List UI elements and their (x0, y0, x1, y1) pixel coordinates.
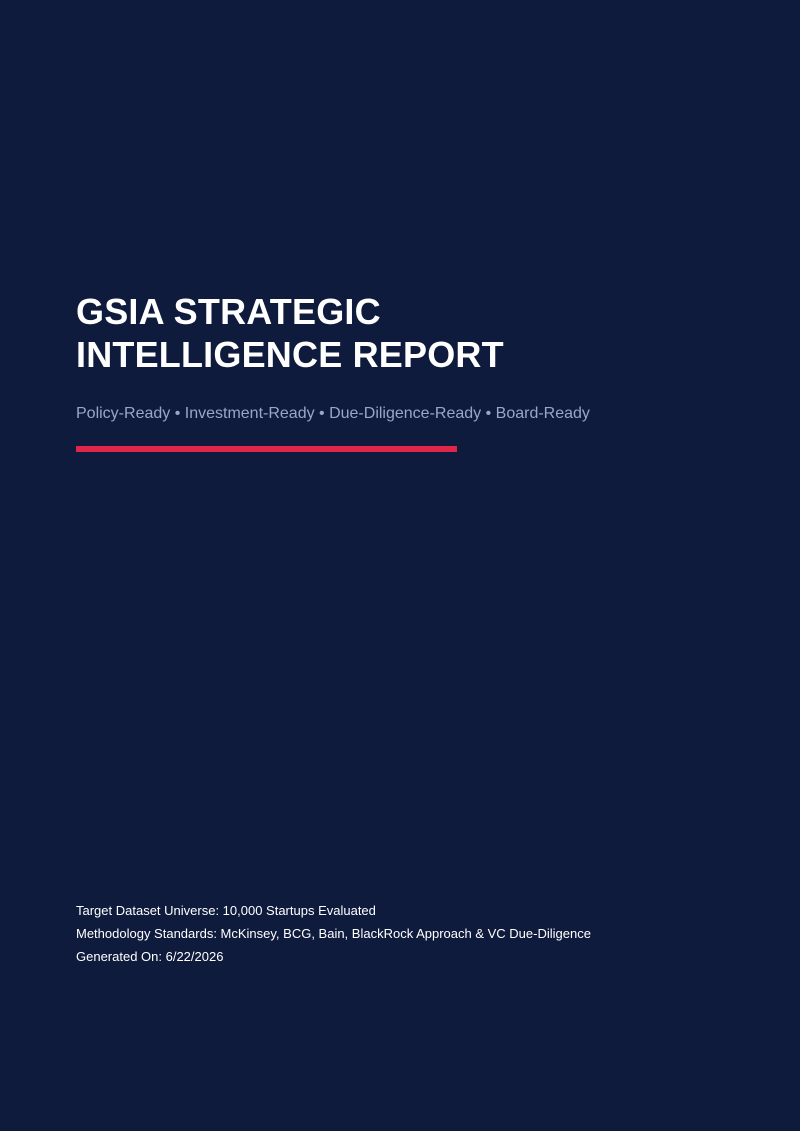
report-title-line-1: GSIA STRATEGIC (76, 291, 381, 332)
methodology-standards-text: Methodology Standards: McKinsey, BCG, Bain, BlackRock Approach & VC Due-Diligence (76, 926, 591, 941)
generated-date-text: Generated On: 6/22/2026 (76, 949, 224, 964)
dataset-universe-text: Target Dataset Universe: 10,000 Startups Evaluated (76, 903, 376, 918)
accent-divider (76, 446, 457, 452)
report-title-line-2: INTELLIGENCE REPORT (76, 334, 504, 375)
report-metadata (76, 899, 756, 968)
report-title (76, 290, 716, 376)
report-subtitle: Policy-Ready • Investment-Ready • Due-Diligence-Ready • Board-Ready (76, 405, 590, 422)
